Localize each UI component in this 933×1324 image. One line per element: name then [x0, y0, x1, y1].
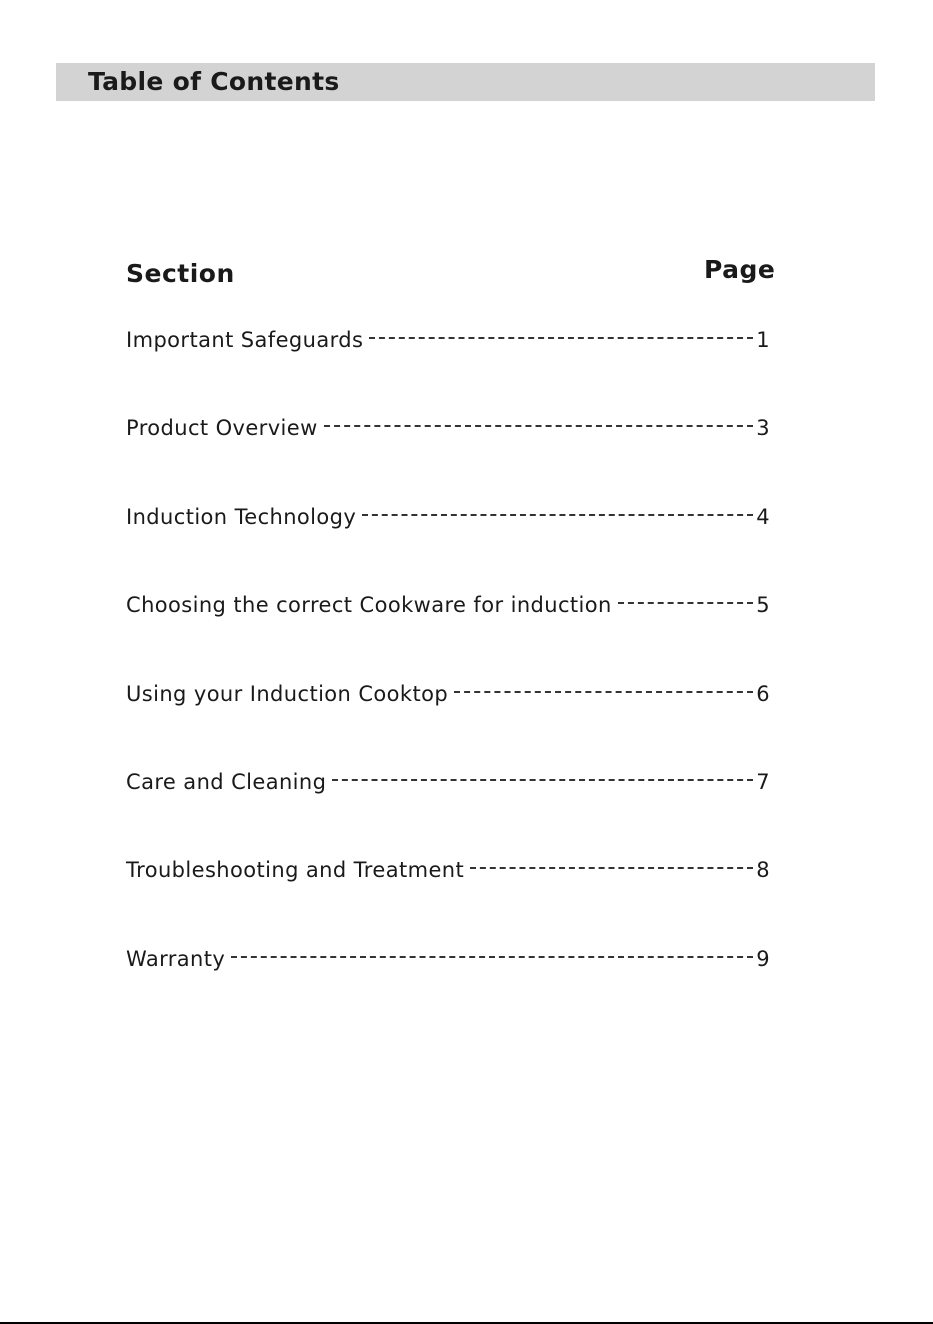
- dotted-leader: [231, 956, 753, 958]
- toc-entry-choosing-cookware[interactable]: [126, 589, 770, 677]
- toc-entry-page-number: 8: [756, 858, 770, 883]
- toc-entry-page-number: 9: [756, 946, 770, 971]
- toc-entry-label: Choosing the correct Cookware for induction: [126, 593, 612, 618]
- toc-entry-label: Induction Technology: [126, 504, 357, 529]
- toc-entry-important-safeguards[interactable]: [126, 324, 770, 412]
- toc-entry-troubleshooting[interactable]: [126, 854, 770, 942]
- dotted-leader: [324, 425, 754, 427]
- toc-entry-warranty[interactable]: [126, 943, 770, 1031]
- toc-entry-using-cooktop[interactable]: [126, 678, 770, 766]
- toc-entry-page-number: 3: [756, 416, 770, 441]
- toc-entry-care-and-cleaning[interactable]: [126, 766, 770, 854]
- toc-entry-label: Care and Cleaning: [126, 769, 327, 794]
- toc-entry-label: Important Safeguards: [126, 328, 364, 352]
- title-bar: [56, 63, 875, 101]
- table-of-contents-list: [126, 324, 770, 1031]
- toc-entry-induction-technology[interactable]: [126, 501, 770, 589]
- toc-entry-page-number: 4: [756, 504, 770, 529]
- toc-entry-page-number: 1: [756, 328, 770, 352]
- page-title: Table of Contents: [88, 67, 340, 96]
- toc-entry-product-overview[interactable]: [126, 412, 770, 500]
- toc-entry-label: Product Overview: [126, 416, 318, 441]
- toc-entry-label: Warranty: [126, 946, 226, 971]
- dotted-leader: [369, 337, 753, 339]
- toc-entry-page-number: 7: [756, 769, 770, 794]
- dotted-leader: [362, 514, 753, 516]
- dotted-leader: [470, 867, 753, 869]
- dotted-leader: [332, 779, 753, 781]
- dotted-leader: [454, 691, 753, 693]
- page-column-heading: Page: [704, 255, 776, 284]
- toc-entry-page-number: 6: [756, 681, 770, 706]
- section-column-heading: Section: [126, 259, 235, 288]
- toc-entry-label: Troubleshooting and Treatment: [126, 858, 465, 883]
- dotted-leader: [618, 602, 753, 604]
- toc-entry-page-number: 5: [756, 593, 770, 618]
- toc-entry-label: Using your Induction Cooktop: [126, 681, 449, 706]
